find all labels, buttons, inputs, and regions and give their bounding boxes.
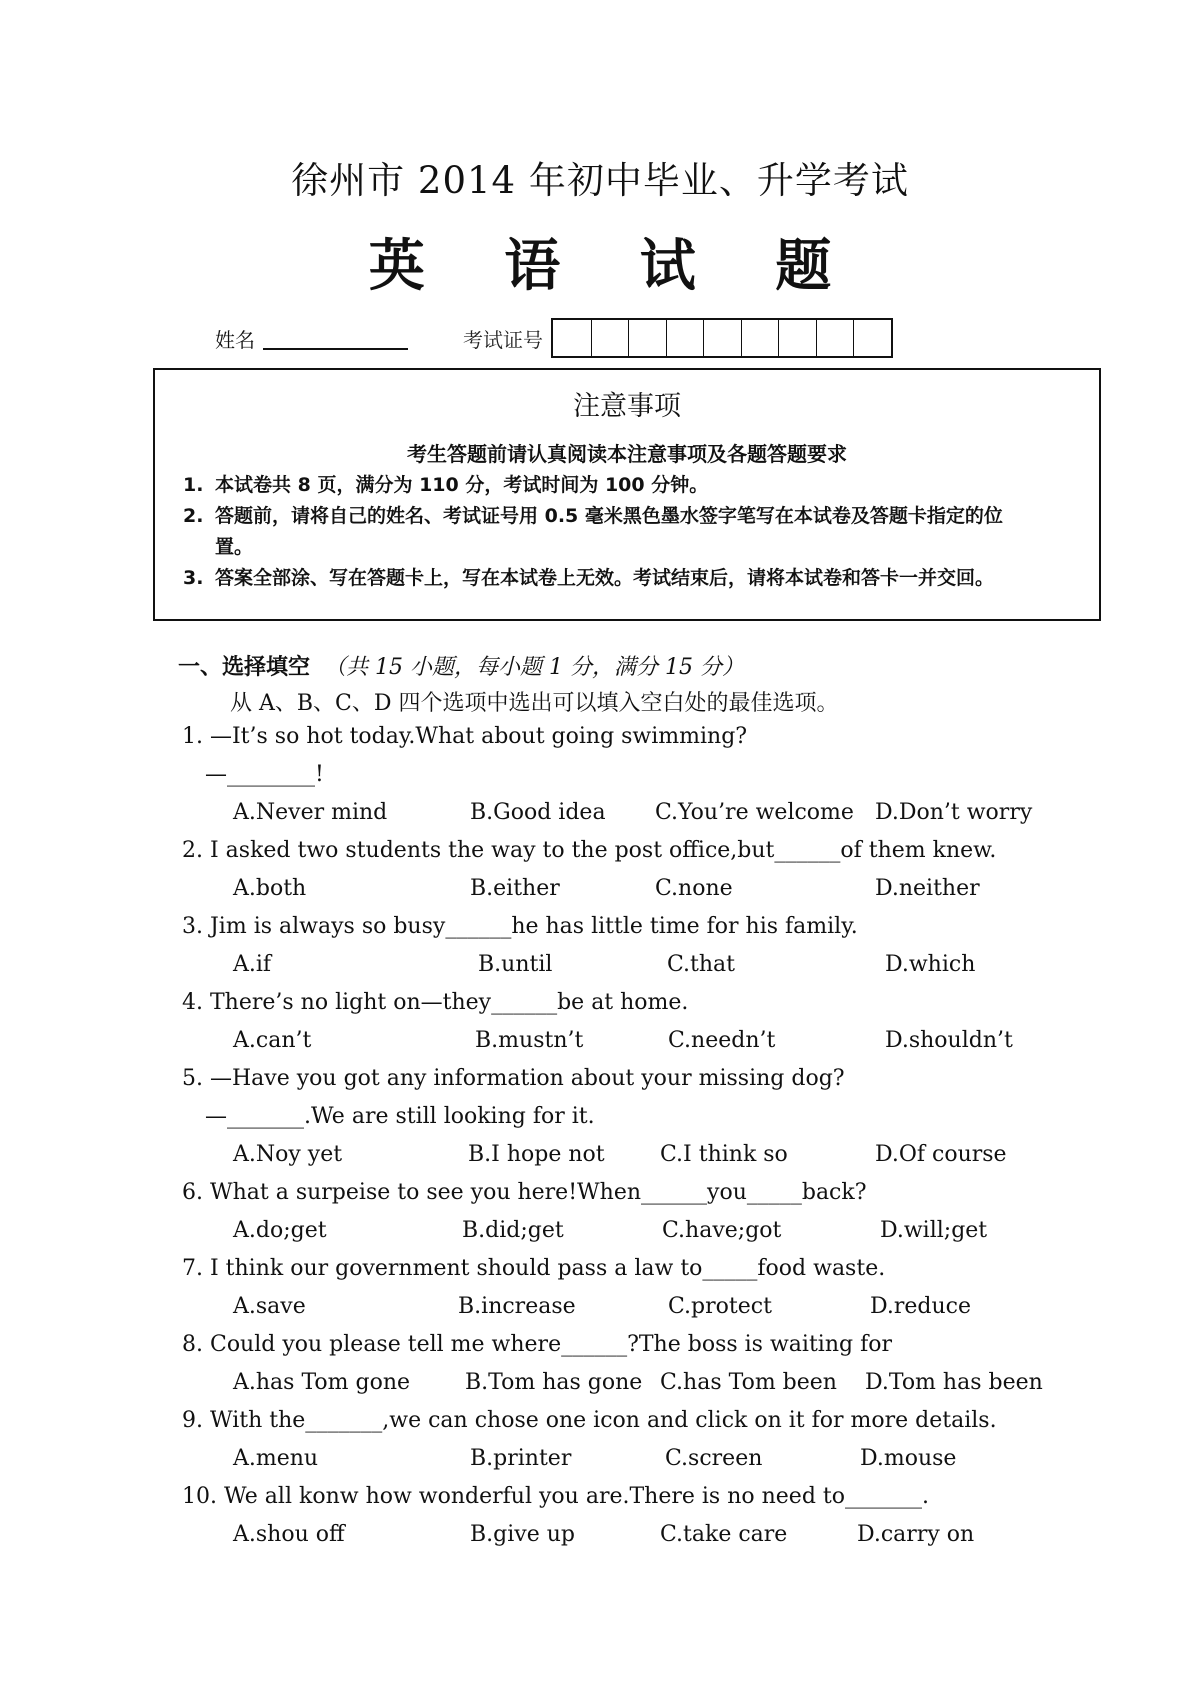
answer-option[interactable]: C.take care (660, 1522, 788, 1547)
question (0, 1402, 1200, 1478)
answer-option[interactable]: B.either (470, 876, 560, 901)
notice-box (153, 368, 1101, 621)
question-options (0, 1440, 1200, 1478)
answer-option[interactable]: A.shou off (233, 1522, 345, 1547)
notice-items (183, 470, 1039, 594)
answer-option[interactable]: B.until (478, 952, 553, 977)
answer-option[interactable]: B.give up (470, 1522, 575, 1547)
answer-option[interactable]: C.screen (665, 1446, 763, 1471)
notice-item-number: 3. (183, 567, 204, 589)
exam-number-box[interactable] (703, 320, 741, 356)
answer-option[interactable]: C.have;got (662, 1218, 782, 1243)
question-stem: 2. I asked two students the way to the post office,but______of them knew. (182, 838, 997, 863)
answer-option[interactable]: D.will;get (880, 1218, 988, 1243)
question (0, 1174, 1200, 1250)
exam-number-box[interactable] (741, 320, 779, 356)
exam-number-box[interactable] (778, 320, 816, 356)
question (0, 984, 1200, 1060)
question-options (0, 1022, 1200, 1060)
answer-option[interactable]: C.I think so (660, 1142, 788, 1167)
answer-option[interactable]: C.none (655, 876, 733, 901)
question-stem: 4. There’s no light on—they______be at home. (182, 990, 689, 1015)
exam-number-box[interactable] (853, 320, 891, 356)
answer-option[interactable]: A.Noy yet (233, 1142, 343, 1167)
notice-heading: 注意事项 (573, 391, 681, 422)
section-title: 一、选择填空 (178, 655, 311, 680)
question-response-line: —________! (205, 762, 324, 787)
question-options (0, 1364, 1200, 1402)
question-options (0, 1516, 1200, 1554)
notice-item (183, 563, 1039, 594)
section-scoring-note: （共 15 小题，每小题 1 分，满分 15 分） (324, 655, 744, 680)
answer-option[interactable]: C.protect (668, 1294, 772, 1319)
question-stem: 9. With the_______,we can chose one icon and click on it for more details. (182, 1408, 997, 1433)
question-options (0, 794, 1200, 832)
exam-number-box[interactable] (628, 320, 666, 356)
question (0, 718, 1200, 832)
answer-option[interactable]: D.Don’t worry (875, 800, 1033, 825)
question (0, 1250, 1200, 1326)
exam-number-label: 考试证号 (463, 328, 543, 352)
answer-option[interactable]: A.do;get (233, 1218, 327, 1243)
question-stem: 10. We all konw how wonderful you are.There is no need to_______. (182, 1484, 929, 1509)
answer-option[interactable]: D.shouldn’t (885, 1028, 1013, 1053)
answer-option[interactable]: B.mustn’t (475, 1028, 584, 1053)
answer-option[interactable]: D.neither (875, 876, 980, 901)
exam-number-box[interactable] (666, 320, 704, 356)
answer-option[interactable]: D.which (885, 952, 976, 977)
name-label: 姓名 (215, 328, 255, 352)
notice-subheading: 考生答题前请认真阅读本注意事项及各题答题要求 (407, 442, 847, 466)
question-options (0, 946, 1200, 984)
question-options (0, 1288, 1200, 1326)
answer-option[interactable]: A.if (233, 952, 272, 977)
answer-option[interactable]: B.Tom has gone (465, 1370, 643, 1395)
question-stem: 5. —Have you got any information about your missing dog? (182, 1066, 845, 1091)
exam-number-box[interactable] (591, 320, 629, 356)
question-list (0, 718, 1200, 1554)
question-stem: 1. —It’s so hot today.What about going swimming? (182, 724, 748, 749)
answer-option[interactable]: C.You’re welcome (655, 800, 854, 825)
answer-option[interactable]: D.mouse (860, 1446, 957, 1471)
section-instruction: 从 A、B、C、D 四个选项中选出可以填入空白处的最佳选项。 (230, 691, 839, 716)
name-field[interactable] (263, 348, 408, 350)
answer-option[interactable]: B.I hope not (468, 1142, 605, 1167)
answer-option[interactable]: C.has Tom been (660, 1370, 837, 1395)
answer-option[interactable]: A.has Tom gone (233, 1370, 411, 1395)
answer-option[interactable]: D.reduce (870, 1294, 971, 1319)
answer-option[interactable]: B.increase (458, 1294, 576, 1319)
answer-option[interactable]: B.printer (470, 1446, 572, 1471)
question-stem: 8. Could you please tell me where______?The boss is waiting for (182, 1332, 892, 1357)
notice-item-text: 答案全部涂、写在答题卡上，写在本试卷上无效。考试结束后，请将本试卷和答卡一并交回。 (215, 567, 995, 589)
notice-item (183, 470, 1039, 501)
answer-option[interactable]: A.both (233, 876, 307, 901)
question-stem: 7. I think our government should pass a law to_____food waste. (182, 1256, 886, 1281)
answer-option[interactable]: D.Of course (875, 1142, 1007, 1167)
notice-item-number: 2. (183, 505, 204, 527)
answer-option[interactable]: D.carry on (857, 1522, 975, 1547)
question-options (0, 1212, 1200, 1250)
answer-option[interactable]: B.Good idea (470, 800, 606, 825)
question-stem: 6. What a surpeise to see you here!When______you_____back? (182, 1180, 867, 1205)
question (0, 908, 1200, 984)
exam-number-box[interactable] (816, 320, 854, 356)
question-options (0, 1136, 1200, 1174)
exam-title: 徐州市 2014 年初中毕业、升学考试 (291, 159, 909, 202)
question-stem: 3. Jim is always so busy______he has little time for his family. (182, 914, 858, 939)
section-heading (178, 650, 744, 681)
notice-item-text: 本试卷共 8 页，满分为 110 分，考试时间为 100 分钟。 (215, 474, 709, 496)
question-response-line: —_______.We are still looking for it. (205, 1104, 595, 1129)
notice-item-text: 答题前，请将自己的姓名、考试证号用 0.5 毫米黑色墨水签字笔写在本试卷及答题卡指定的位置。 (215, 505, 1003, 558)
answer-option[interactable]: A.menu (233, 1446, 319, 1471)
subject-title: 英 语 试 题 (368, 234, 862, 299)
question (0, 832, 1200, 908)
question (0, 1326, 1200, 1402)
answer-option[interactable]: A.can’t (233, 1028, 312, 1053)
notice-item (183, 501, 1039, 563)
answer-option[interactable]: C.needn’t (668, 1028, 776, 1053)
exam-number-boxes[interactable] (551, 318, 893, 358)
answer-option[interactable]: C.that (667, 952, 736, 977)
question (0, 1478, 1200, 1554)
answer-option[interactable]: A.Never mind (233, 800, 388, 825)
answer-option[interactable]: B.did;get (462, 1218, 564, 1243)
exam-number-box[interactable] (553, 320, 591, 356)
notice-item-number: 1. (183, 474, 204, 496)
answer-option[interactable]: D.Tom has been (865, 1370, 1043, 1395)
answer-option[interactable]: A.save (233, 1294, 306, 1319)
question-options (0, 870, 1200, 908)
question (0, 1060, 1200, 1174)
